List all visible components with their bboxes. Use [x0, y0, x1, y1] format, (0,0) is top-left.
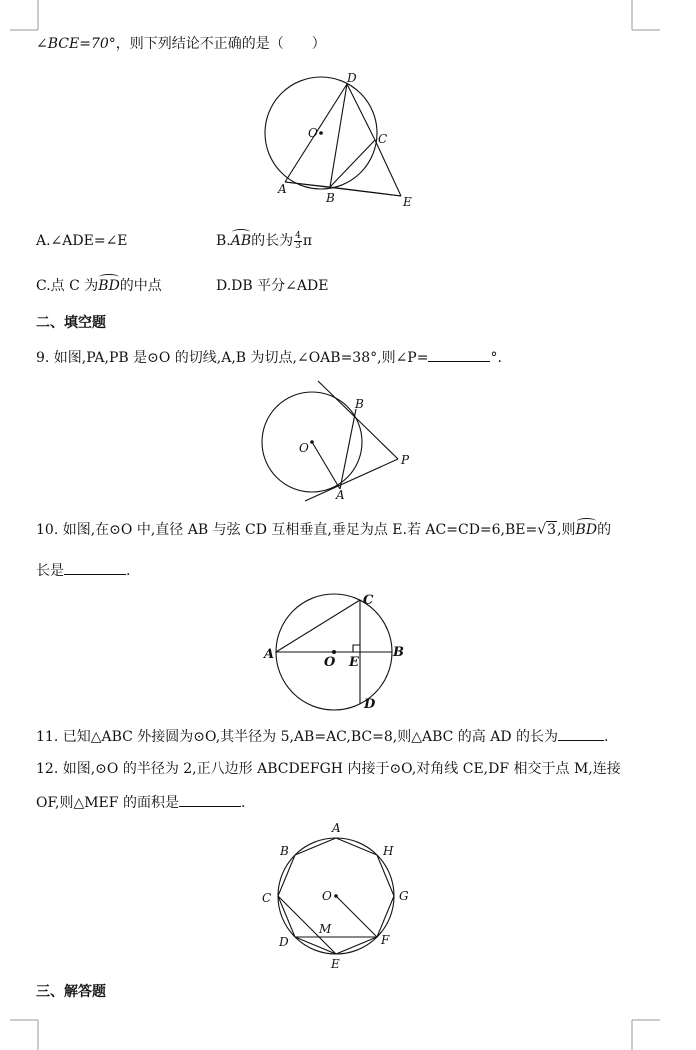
q8-figure: [255, 70, 435, 215]
q12-line1: 12. 如图,⊙O 的半径为 2,正八边形 ABCDEFGH 内接于⊙O,对角线 CE,DF 相交于点 M,连接: [36, 761, 621, 777]
q9-tangent-pa: [305, 459, 398, 501]
q12-figure: [255, 820, 425, 970]
q8-label-b: B: [326, 191, 335, 205]
q10-label-o: O: [324, 655, 336, 670]
q12-label-g: G: [399, 889, 409, 903]
q8-center-dot: [319, 131, 323, 135]
crop-mark-bottom-right: [630, 1018, 670, 1050]
crop-mark-bottom-left: [0, 1018, 40, 1050]
q10-answer-blank[interactable]: [64, 560, 126, 575]
q10-label-a: A: [264, 647, 275, 662]
q9-label-a: A: [336, 488, 345, 502]
q8-label-o: O: [308, 126, 318, 140]
q11-text: 11. 已知△ABC 外接圆为⊙O,其半径为 5,AB=AC,BC=8,则△ABC 的高 AD 的长为 .: [36, 726, 608, 747]
section-3-title: 三、解答题: [36, 984, 106, 1000]
q10-figure: [262, 592, 412, 717]
q12-label-d: D: [279, 935, 289, 949]
q8-label-e: E: [403, 195, 412, 209]
crop-mark-top-left: [0, 0, 40, 32]
q12-label-e: E: [331, 957, 340, 971]
q8-option-d: D.DB 平分∠ADE: [216, 278, 329, 294]
q10-label-d: D: [364, 697, 376, 712]
q9-figure: [260, 375, 420, 505]
q10-label-c: C: [363, 593, 374, 608]
crop-mark-top-right: [630, 0, 670, 32]
q9-text: 9. 如图,PA,PB 是⊙O 的切线,A,B 为切点,∠OAB=38°,则∠P= °.: [36, 347, 502, 368]
q8-option-c: C.点 C 为BD的中点: [36, 278, 162, 294]
q8-line-ce: [375, 140, 401, 196]
q9-label-p: P: [401, 453, 410, 467]
q10-line2: 长是 .: [36, 560, 130, 581]
q12-label-a: A: [332, 821, 341, 835]
q8-label-c: C: [378, 132, 388, 146]
fraction-4-3: $\frac{4}{3}$: [295, 230, 301, 251]
q8-option-a: A.∠ADE=∠E: [36, 233, 128, 249]
q8-label-a: A: [278, 182, 287, 196]
q10-right-angle-mark: [353, 645, 360, 652]
q12-segment-of: [336, 896, 377, 937]
q9-label-o: O: [299, 441, 309, 455]
q10-label-b: B: [393, 645, 404, 660]
q8-option-b: B.AB的长为 $\frac{4}{3}$ π: [216, 230, 313, 251]
q12-label-f: F: [381, 933, 390, 947]
q12-label-b: B: [280, 844, 289, 858]
q11-answer-blank[interactable]: [558, 726, 604, 741]
q9-label-b: B: [355, 397, 364, 411]
section-2-title: 二、填空题: [36, 315, 106, 331]
q9-answer-blank[interactable]: [428, 347, 490, 362]
q12-answer-blank[interactable]: [179, 792, 241, 807]
q12-label-o: O: [322, 889, 332, 903]
q8-label-d: D: [347, 71, 357, 85]
q10-chord-ac: [276, 600, 360, 652]
q9-radius-oa: [312, 442, 340, 489]
q12-label-m: M: [319, 922, 332, 936]
q12-label-c: C: [262, 891, 272, 905]
q10-label-e: E: [349, 655, 359, 670]
q12-label-h: H: [383, 844, 394, 858]
q10-line1: 10. 如图,在⊙O 中,直径 AB 与弦 CD 互相垂直,垂足为点 E.若 AC=CD=6,BE=√3,则BD的: [36, 522, 612, 538]
q9-tangent-pb: [318, 381, 398, 459]
q8-stem: ∠BCE=70°，则下列结论不正确的是（ ）: [36, 36, 326, 52]
q12-line2: OF,则△MEF 的面积是 .: [36, 792, 245, 813]
